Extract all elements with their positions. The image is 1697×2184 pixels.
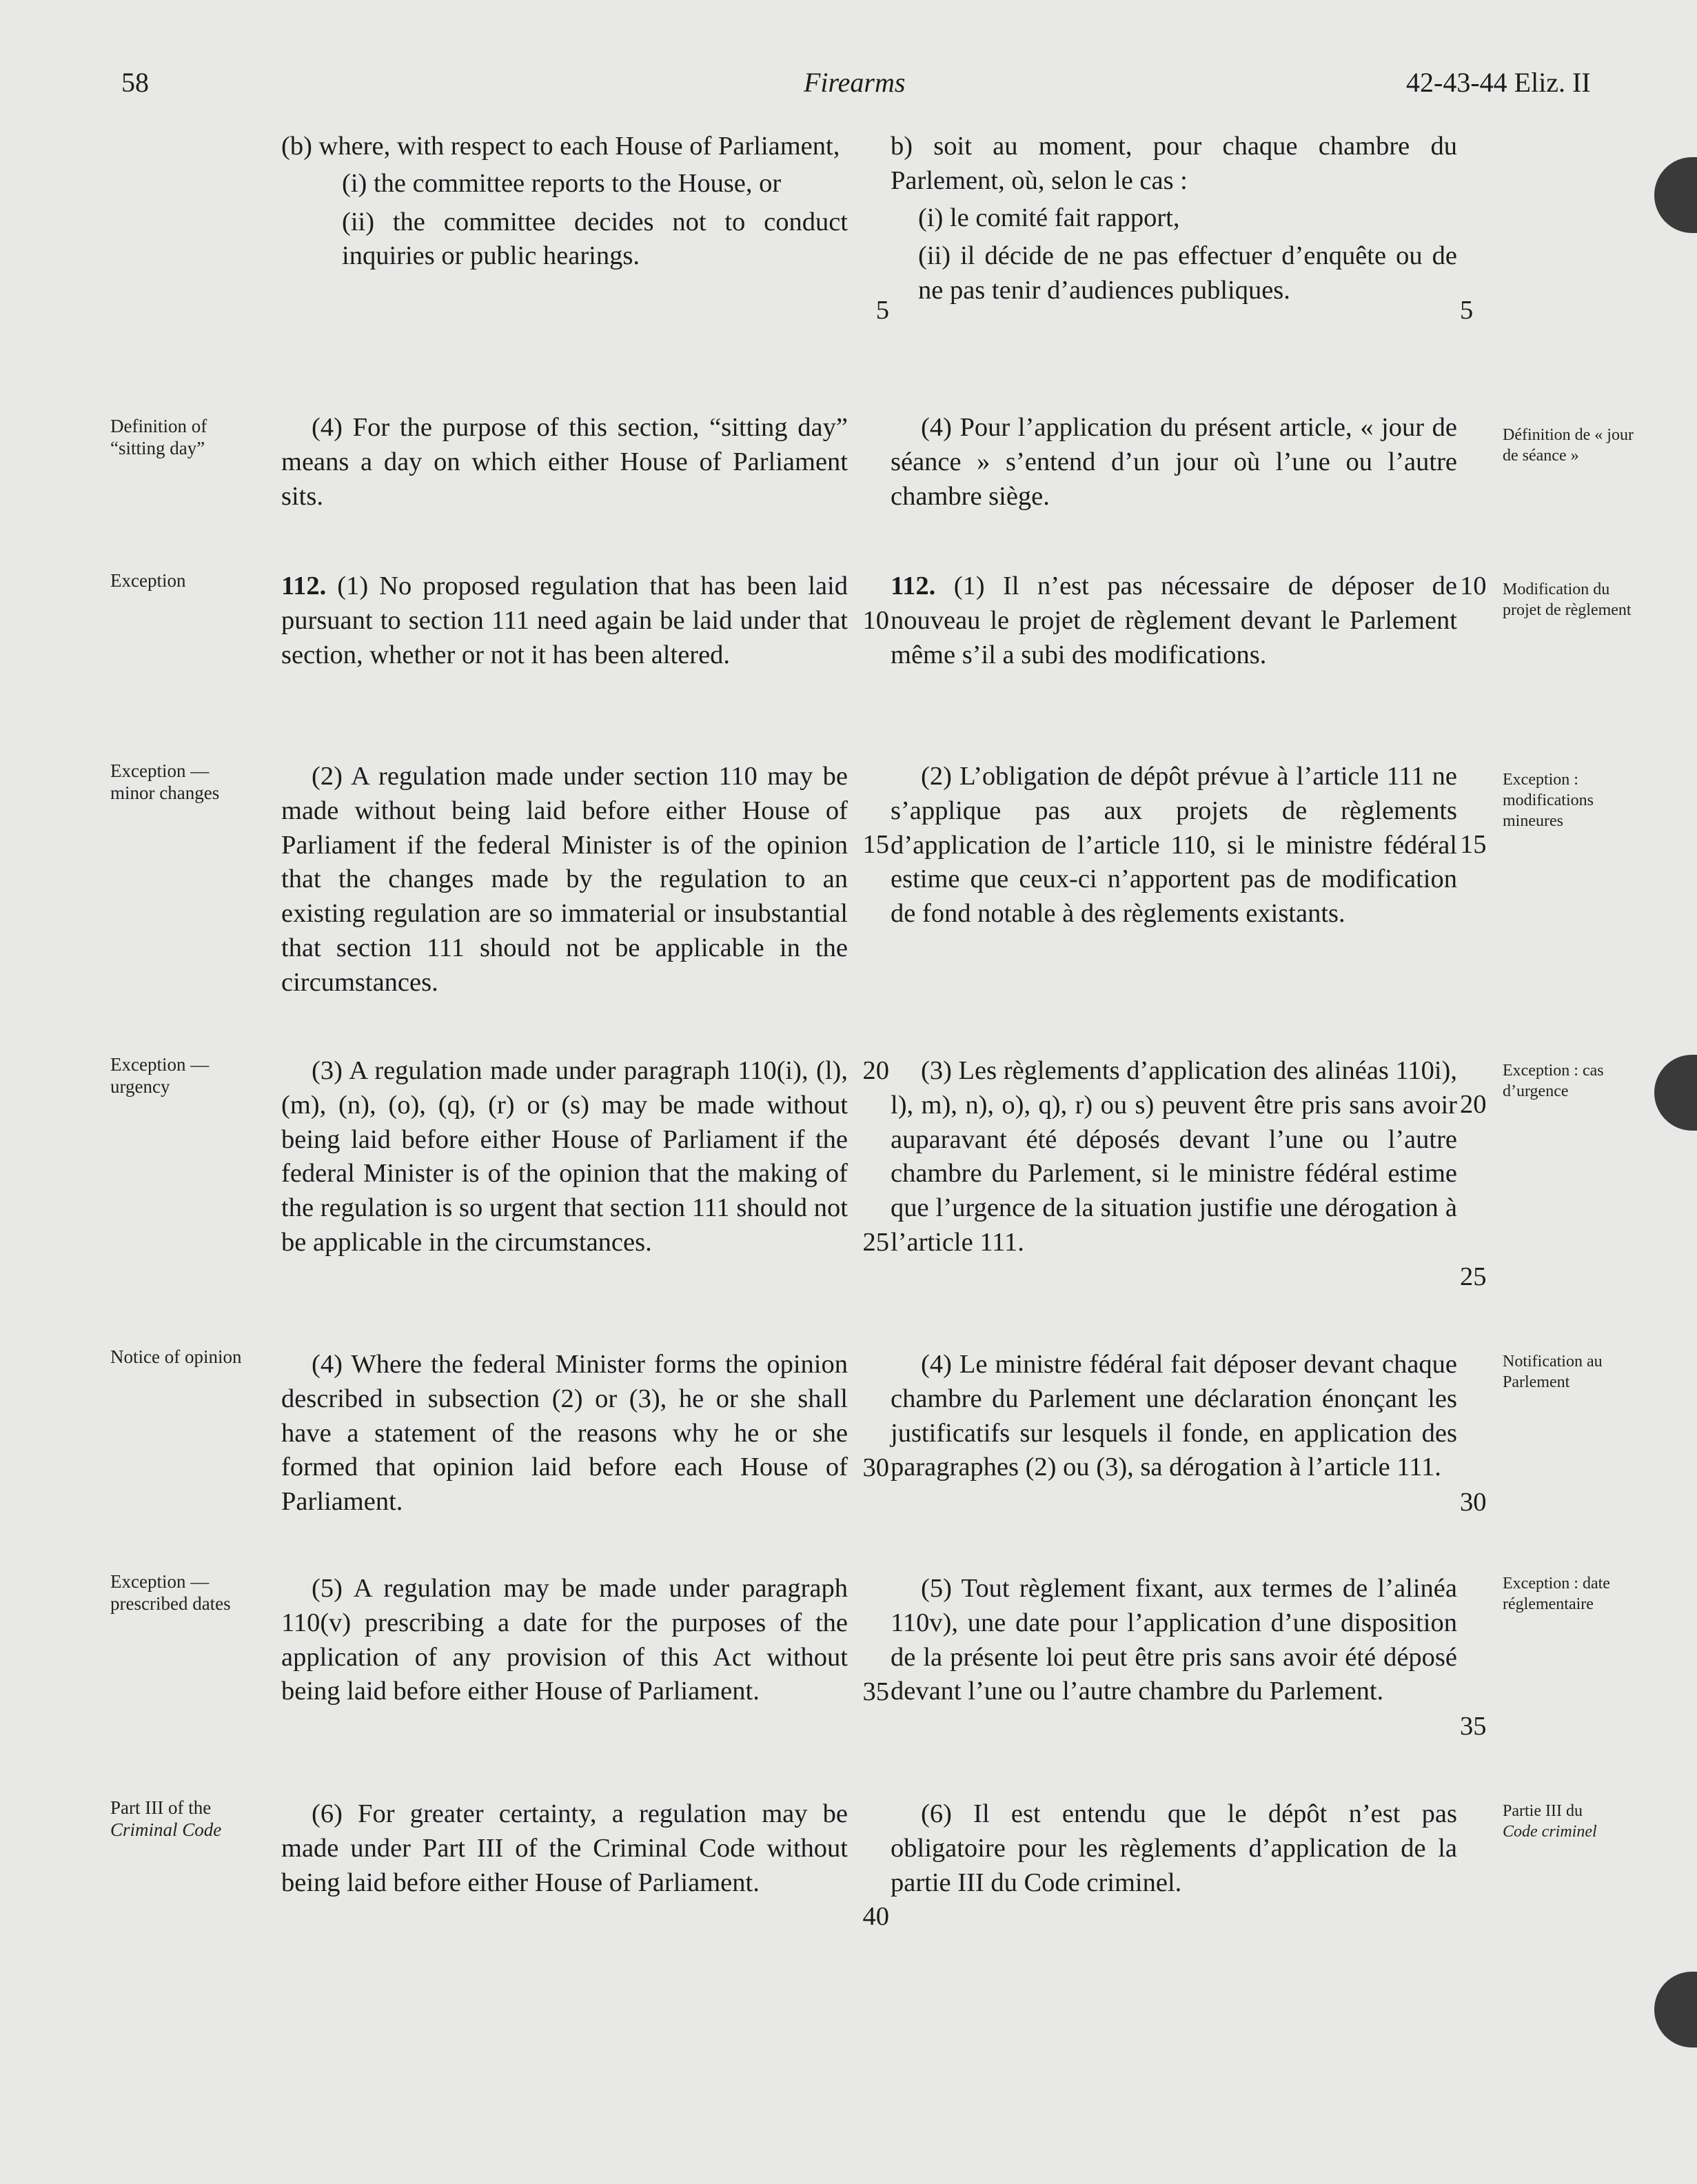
line-number: 10 <box>862 606 889 635</box>
margin-note-prescribed-dates: Exception — prescribed dates <box>110 1571 231 1614</box>
line-number: 35 <box>1460 1712 1487 1741</box>
fr-paragraph-b <box>891 130 1457 308</box>
margin-note-modification-fr: Modification du projet de règlement <box>1503 580 1632 619</box>
margin-note-definition: Definition of “sitting day” <box>110 416 207 458</box>
margin-note-urgency: Exception — urgency <box>110 1054 210 1097</box>
en-paragraph-b <box>281 130 848 274</box>
en-section-112-4: (4) Where the federal Minister forms the opinion described in subsection (2) or (3), he or she shall have a statement of the reasons why he or she formed that opinion laid before each House of Parliament. <box>281 1350 848 1517</box>
en-section-112-3: (3) A regulation made under paragraph 110(i), (l), (m), (n), (o), (q), (r) or (s) may be made without being laid before either House of Parliament if the federal Minister is of the opinion that the making of the regulation is so urgent that section 111 should not be applicable in the circumstances. <box>281 1056 848 1257</box>
margin-note-part-iii-line2: Criminal Code <box>110 1819 222 1840</box>
citation: 42-43-44 Eliz. II <box>1406 67 1591 98</box>
page-title: Firearms <box>804 67 906 98</box>
fr-section-112-4: (4) Le ministre fédéral fait déposer devant chaque chambre du Parlement une déclaration énonçant les justificatifs sur lesquels il fonde, en application des paragraphes (2) ou (3), sa dérogation à l’article 111. <box>891 1350 1457 1482</box>
line-number: 5 <box>1460 296 1474 325</box>
en-section-4: (4) For the purpose of this section, “sitting day” means a day on which either House of Parliament sits. <box>281 413 848 511</box>
binder-hole <box>1654 157 1697 233</box>
line-number: 5 <box>875 296 889 325</box>
fr-section-112-2: (2) L’obligation de dépôt prévue à l’article 111 ne s’applique pas aux projets de règlements d’application de l’article 110, si le ministre fédéral estime que ceux-ci n’apportent pas de modification de fond notable à des règlements existants. <box>891 762 1457 929</box>
en-b-intro: (b) where, with respect to each House of Parliament, <box>281 132 840 161</box>
line-number: 10 <box>1460 572 1487 600</box>
line-number: 25 <box>862 1228 889 1257</box>
en-section-112-5: (5) A regulation may be made under paragraph 110(v) prescribing a date for the purposes of the application of any provision of this Act without being laid before either House of Parliament. <box>281 1574 848 1706</box>
line-number: 25 <box>1460 1262 1487 1291</box>
line-number: 30 <box>862 1453 889 1482</box>
line-number: 40 <box>862 1902 889 1931</box>
fr-section-112-1 <box>891 569 1457 672</box>
line-number: 20 <box>862 1056 889 1085</box>
margin-note-minor-fr: Exception : modifications mineures <box>1503 771 1594 830</box>
line-number: 35 <box>862 1677 889 1706</box>
fr-section-112-3: (3) Les règlements d’application des alinéas 110i), l), m), n), o), q), r) ou s) peuvent être pris sans avoir auparavant été déposés devant l’une ou l’autre chambre du Parlement, si le ministre fédéral estime que l’urgence de la situation justifie une dérogation à l’article 111. <box>891 1056 1457 1257</box>
binder-hole <box>1654 1972 1697 2048</box>
en-section-112-1-text: (1) No proposed regulation that has been laid pursuant to section 111 need again be laid under that section, whether or not it has been altered. <box>281 572 848 669</box>
margin-note-notice-fr: Notification au Parlement <box>1503 1353 1603 1391</box>
margin-note-notice: Notice of opinion <box>110 1346 242 1367</box>
fr-section-4: (4) Pour l’application du présent article, « jour de séance » s’entend d’un jour où l’une ou l’autre chambre siège. <box>891 413 1457 511</box>
en-b-i: (i) the committee reports to the House, or <box>342 168 782 198</box>
fr-section-112-6: (6) Il est entendu que le dépôt n’est pas obligatoire pour les règlements d’application de la partie III du Code criminel. <box>891 1799 1457 1897</box>
binder-hole <box>1654 1055 1697 1131</box>
en-section-112-2: (2) A regulation made under section 110 may be made without being laid before either House of Parliament if the federal Minister is of the opinion that the changes made by the regulation to an existing regulation are so immaterial or insubstantial that section 111 should not be applicable in the circumstances. <box>281 762 848 997</box>
fr-b-intro: b) soit au moment, pour chaque chambre du Parlement, où, selon le cas : <box>891 132 1457 195</box>
margin-note-part-iii <box>110 1797 248 1841</box>
line-number: 30 <box>1460 1488 1487 1517</box>
line-number: 15 <box>862 830 889 859</box>
fr-b-i: (i) le comité fait rapport, <box>918 203 1180 232</box>
margin-note-urgency-fr: Exception : cas d’urgence <box>1503 1062 1604 1100</box>
margin-note-part-iii-fr <box>1503 1801 1634 1842</box>
en-section-number: 112. <box>281 572 327 600</box>
line-number: 15 <box>1460 830 1487 859</box>
margin-note-part-iii-line1: Part III of the <box>110 1797 212 1818</box>
margin-note-part-iii-fr-line2: Code criminel <box>1503 1823 1597 1841</box>
page-number: 58 <box>121 67 149 98</box>
fr-section-112-1-text: (1) Il n’est pas nécessaire de déposer de nouveau le projet de règlement devant le Parlement même s’il a subi des modifications. <box>891 572 1457 669</box>
en-b-ii: (ii) the committee decides not to conduct inquiries or public hearings. <box>342 207 848 271</box>
fr-section-112-5: (5) Tout règlement fixant, aux termes de l’alinéa 110v), une date pour l’application d’une disposition de la présente loi peut être pris sans avoir été déposé devant l’une ou l’autre chambre du Parlement. <box>891 1574 1457 1706</box>
margin-note-prescribed-fr: Exception : date réglementaire <box>1503 1575 1610 1613</box>
margin-note-exception: Exception <box>110 570 186 591</box>
en-section-112-6: (6) For greater certainty, a regulation may be made under Part III of the Criminal Code without being laid before either House of Parliament. <box>281 1799 848 1897</box>
line-number: 20 <box>1460 1090 1487 1119</box>
margin-note-minor-changes: Exception — minor changes <box>110 760 220 803</box>
margin-note-part-iii-fr-line1: Partie III du <box>1503 1802 1583 1820</box>
fr-section-number: 112. <box>891 572 936 600</box>
en-section-112-1 <box>281 569 848 672</box>
fr-b-ii: (ii) il décide de ne pas effectuer d’enquête ou de ne pas tenir d’audiences publiques. <box>918 241 1457 305</box>
margin-note-definition-fr: Définition de « jour de séance » <box>1503 426 1634 465</box>
